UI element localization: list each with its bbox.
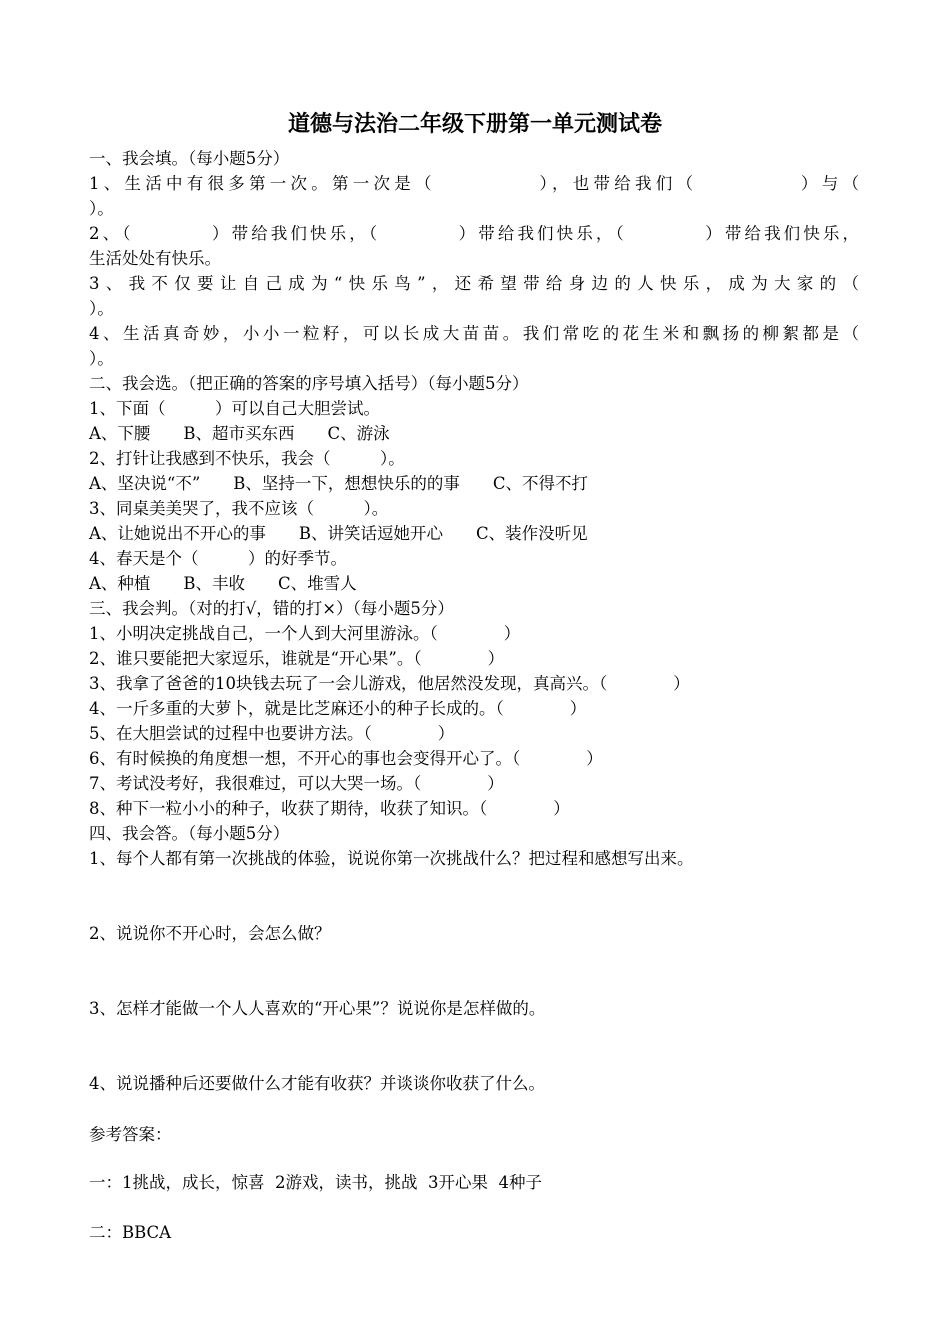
- s1-q2-line1: 2、（ ）带给我们快乐，（ ）带给我们快乐，（ ）带给我们快乐，: [89, 224, 859, 243]
- s3-item: 1、小明决定挑战自己，一个人到大河里游泳。（ ）: [89, 624, 521, 643]
- s1-q4-line2: ）。: [89, 349, 114, 368]
- s1-q1-line2: ）。: [89, 199, 114, 218]
- s3-item: 8、种下一粒小小的种子，收获了期待，收获了知识。（ ）: [89, 799, 570, 818]
- s2-q2: 2、打针让我感到不快乐，我会（ ）。: [89, 449, 405, 468]
- answers-heading: 参考答案：: [89, 1125, 172, 1144]
- s2-q4-options: A、种植 B、丰收 C、堆雪人: [89, 574, 357, 593]
- s3-item: 4、一斤多重的大萝卜，就是比芝麻还小的种子长成的。（ ）: [89, 699, 587, 718]
- answers-part1: 一：1挑战，成长，惊喜 2游戏，读书，挑战 3开心果 4种子: [89, 1173, 542, 1192]
- s4-q1: 1、每个人都有第一次挑战的体验，说说你第一次挑战什么？把过程和感想写出来。: [89, 849, 694, 868]
- s2-q3-options: A、让她说出不开心的事 B、讲笑话逗她开心 C、装作没听见: [89, 524, 588, 543]
- section1-heading: 一、我会填。（每小题5分）: [89, 149, 290, 168]
- s2-q1: 1、下面（ ）可以自己大胆尝试。: [89, 399, 380, 418]
- s4-q2: 2、说说你不开心时，会怎么做？: [89, 924, 331, 943]
- s3-item: 2、谁只要能把大家逗乐，谁就是“开心果”。（ ）: [89, 649, 505, 668]
- s3-item: 6、有时候换的角度想一想，不开心的事也会变得开心了。（ ）: [89, 749, 603, 768]
- s1-q3-line2: ）。: [89, 299, 114, 318]
- section2-heading: 二、我会选。（把正确的答案的序号填入括号）（每小题5分）: [89, 374, 529, 393]
- section4-heading: 四、我会答。（每小题5分）: [89, 824, 290, 843]
- s1-q2-line2: 生活处处有快乐。: [89, 249, 221, 268]
- s2-q1-options: A、下腰 B、超市买东西 C、游泳: [89, 424, 390, 443]
- section3-heading: 三、我会判。（对的打√，错的打×）（每小题5分）: [89, 599, 454, 618]
- s4-q3: 3、怎样才能做一个人人喜欢的“开心果”？说说你是怎样做的。: [89, 999, 546, 1018]
- answers-part2: 二：BBCA: [89, 1223, 172, 1242]
- page-title: 道德与法治二年级下册第一单元测试卷: [287, 111, 662, 137]
- s2-q2-options: A、坚决说“不” B、坚持一下，想想快乐的的事 C、不得不打: [89, 474, 589, 493]
- s1-q4-line1: 4、生活真奇妙，小小一粒籽，可以长成大苗苗。我们常吃的花生米和飘扬的柳絮都是（: [89, 324, 859, 343]
- s4-q4: 4、说说播种后还要做什么才能有收获？并谈谈你收获了什么。: [89, 1074, 545, 1093]
- s3-item: 7、考试没考好，我很难过，可以大哭一场。（ ）: [89, 774, 504, 793]
- s1-q3-line1: 3、我不仅要让自己成为“快乐鸟”，还希望带给身边的人快乐，成为大家的（: [89, 274, 859, 293]
- s2-q3: 3、同桌美美哭了，我不应该（ ）。: [89, 499, 389, 518]
- s1-q1-line1: 1、生活中有很多第一次。第一次是（ ），也带给我们（ ）与（: [89, 174, 859, 193]
- s2-q4: 4、春天是个（ ）的好季节。: [89, 549, 347, 568]
- s3-item: 3、我拿了爸爸的10块钱去玩了一会儿游戏，他居然没发现，真高兴。（ ）: [89, 674, 690, 693]
- s3-item: 5、在大胆尝试的过程中也要讲方法。（ ）: [89, 724, 455, 743]
